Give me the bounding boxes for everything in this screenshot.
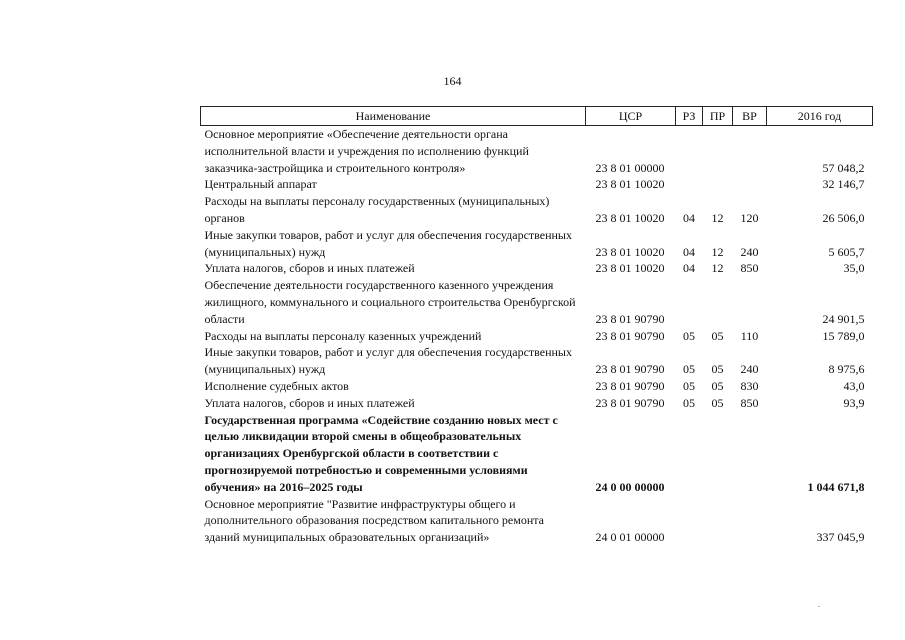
row-vr: 240 [740,362,759,377]
row-name: Расходы на выплаты персоналу государственных (муниципальных) органов [204,194,550,225]
row-vr [733,126,767,177]
table-body [201,126,873,546]
row-amount: 57 048,2 [822,160,865,175]
header-name: Наименование [201,107,586,126]
page-number: 164 [443,74,462,88]
row-amount: 35,0 [843,261,865,276]
table-header-row [201,107,873,126]
row-vr: 110 [740,328,759,343]
row-rz [676,496,703,546]
row-name: Иные закупки товаров, работ и услуг для обеспечения государственных (муниципальных) нужд [204,345,572,377]
row-csr: 23 8 01 90790 [595,378,665,393]
row-vr: 850 [740,395,759,410]
row-pr [703,126,733,177]
row-amount: 1 044 671,8 [807,479,865,494]
budget-table [200,106,873,546]
header-pr: ПР [703,107,733,126]
row-rz [676,126,703,177]
row-pr: 12 [711,210,724,225]
row-vr: 120 [740,210,759,225]
row-vr [733,176,767,193]
table-row [201,344,873,378]
row-name: Центральный аппарат [204,177,317,192]
row-csr: 24 0 00 00000 [595,479,665,494]
row-csr: 23 8 01 10020 [595,244,665,259]
table-row [201,496,873,546]
row-amount: 24 901,5 [822,311,865,326]
table-row [201,328,873,345]
header-rz: РЗ [676,107,703,126]
row-amount: 43,0 [843,378,865,393]
row-pr: 05 [711,362,724,377]
row-vr: 830 [740,378,759,393]
table-row [201,176,873,193]
scan-speck [818,606,820,607]
header-vr: ВР [733,107,767,126]
row-name: Уплата налогов, сборов и иных платежей [204,395,415,410]
table-row [201,126,873,177]
row-name: Уплата налогов, сборов и иных платежей [204,261,415,276]
row-csr: 23 8 01 10020 [595,177,665,192]
row-pr [703,496,733,546]
row-name: Иные закупки товаров, работ и услуг для обеспечения государственных (муниципальных) нужд [204,227,572,259]
row-rz [676,412,703,496]
row-amount: 15 789,0 [822,328,865,343]
row-rz [676,176,703,193]
row-csr: 23 8 01 10020 [595,210,665,225]
table-row [201,395,873,412]
row-name: Основное мероприятие "Развитие инфраструктуры общего и дополнительного образования посредством капитального ремонта зданий муниципальных образовательных организаций» [204,496,544,545]
row-csr: 23 8 01 90790 [595,311,665,326]
row-csr: 23 8 01 90790 [595,362,665,377]
row-pr: 05 [711,328,724,343]
row-amount: 8 975,6 [828,362,865,377]
row-csr: 23 8 01 10020 [595,261,665,276]
table-row [201,227,873,261]
row-name: Исполнение судебных актов [204,378,349,393]
row-rz: 05 [683,378,695,393]
row-name: Основное мероприятие «Обеспечение деятельности органа исполнительной власти и учреждения по исполнению функций заказчика-застройщика и строительного контроля» [204,127,529,175]
row-rz: 04 [683,210,695,225]
header-csr: ЦСР [586,107,676,126]
row-name: Обеспечение деятельности государственного казенного учреждения жилищного, коммунального и социального строительства Оренбургской области [204,278,576,326]
row-pr: 12 [711,244,724,259]
row-csr: 24 0 01 00000 [595,530,665,545]
table-row [201,277,873,327]
row-rz: 04 [683,244,695,259]
row-amount: 32 146,7 [822,177,865,192]
table-row [201,260,873,277]
row-pr: 05 [711,378,724,393]
row-vr [733,496,767,546]
row-pr [703,412,733,496]
table-row [201,412,873,496]
row-pr: 12 [711,261,724,276]
row-amount: 93,9 [843,395,865,410]
row-pr: 05 [711,395,724,410]
row-name: Государственная программа «Содействие созданию новых мест с целью ликвидации второй смены в общеобразовательных организациях Оренбургской области в соответствии с прогнозируемой потребностью и современными условиями обучения» на 2016–2025 годы [204,412,558,494]
row-amount: 337 045,9 [816,530,865,545]
row-amount: 26 506,0 [822,210,865,225]
row-pr [703,176,733,193]
row-vr: 240 [740,244,759,259]
row-vr: 850 [740,261,759,276]
row-csr: 23 8 01 00000 [595,160,665,175]
row-vr [733,412,767,496]
row-name: Расходы на выплаты персоналу казенных учреждений [204,328,482,343]
row-csr: 23 8 01 90790 [595,395,665,410]
row-csr: 23 8 01 90790 [595,328,665,343]
row-pr [703,277,733,327]
row-rz: 05 [683,328,695,343]
row-rz: 05 [683,395,695,410]
table-row [201,193,873,227]
table-row [201,378,873,395]
row-rz: 04 [683,261,695,276]
row-rz: 05 [683,362,695,377]
row-amount: 5 605,7 [828,244,865,259]
row-rz [676,277,703,327]
row-vr [733,277,767,327]
header-year: 2016 год [767,107,873,126]
